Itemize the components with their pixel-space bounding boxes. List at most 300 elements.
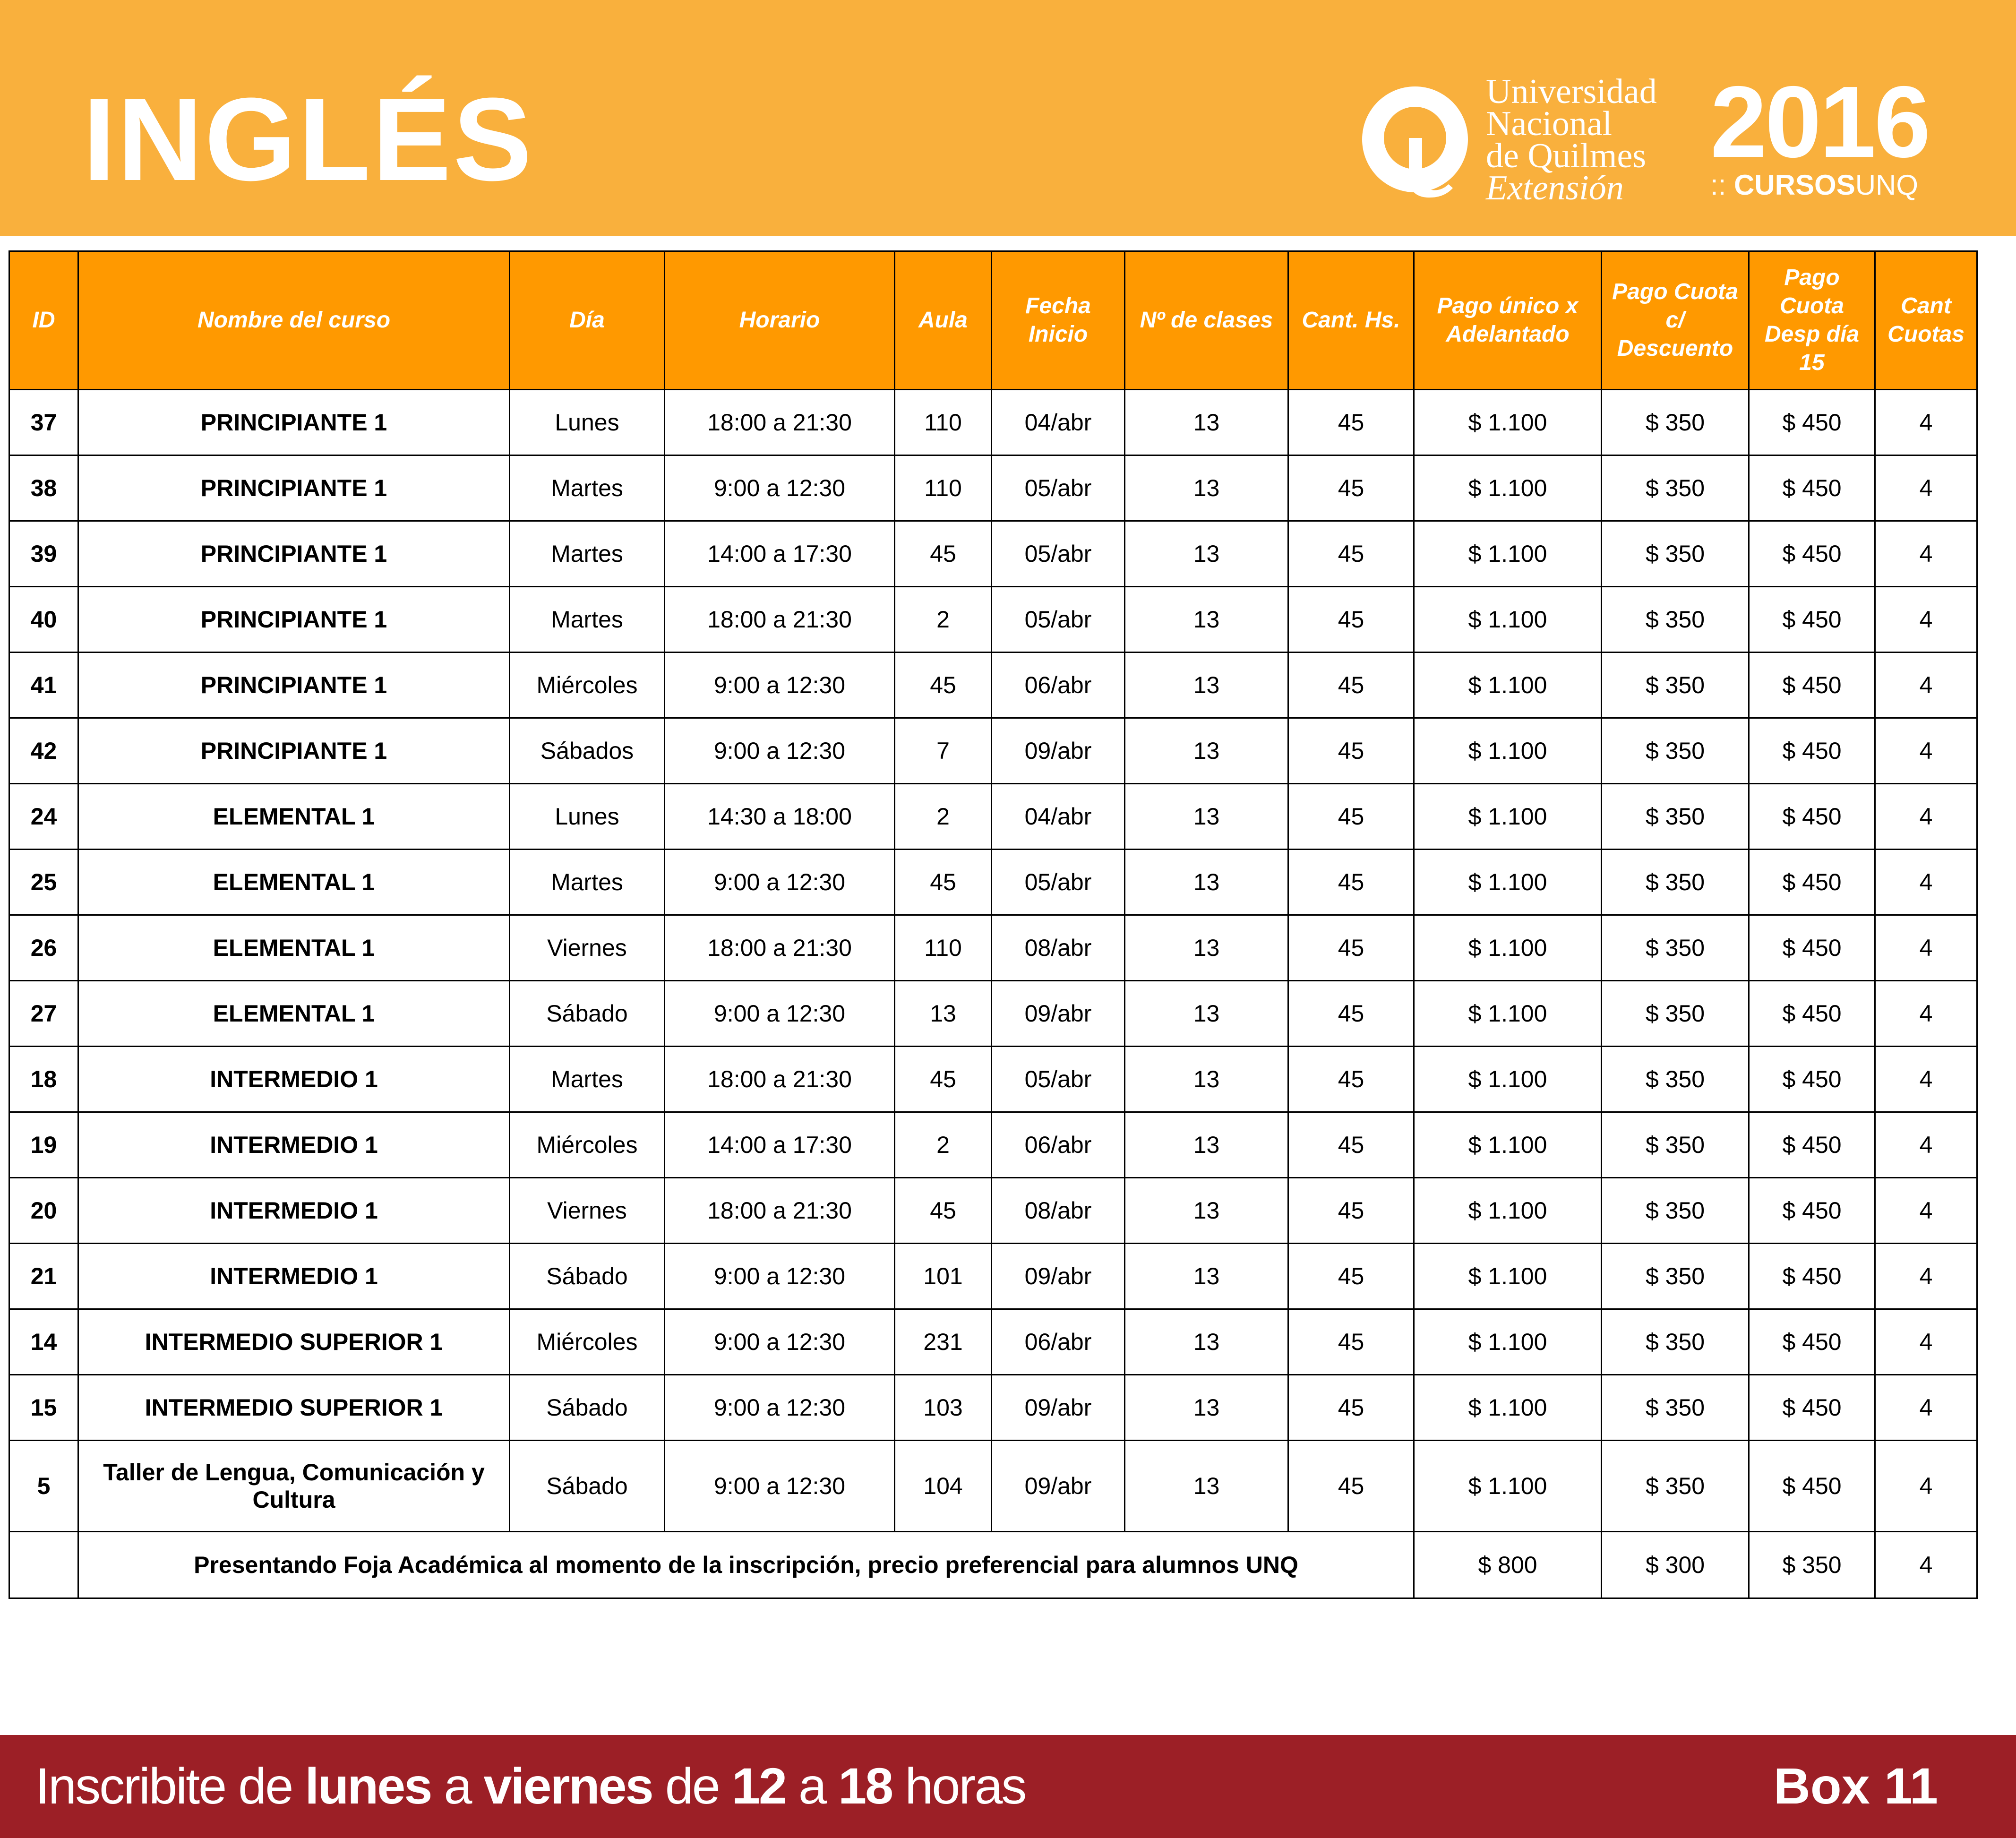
cell-course-name [78, 653, 510, 718]
cell-discount-quota: $ 350 [1602, 915, 1749, 981]
logo-line-2: Nacional [1486, 104, 1613, 143]
column-header-line: Cuota [1780, 293, 1844, 318]
cell-late-quota: $ 450 [1749, 784, 1875, 850]
cell-single-payment: $ 1.100 [1414, 1047, 1602, 1112]
preferential-price-note: Presentando Foja Académica al momento de la inscripción, precio preferencial para alumnos UNQ [78, 1532, 1414, 1598]
cell-late-quota: $ 450 [1749, 1112, 1875, 1178]
cell-start-date: 05/abr [992, 1047, 1125, 1112]
column-header [1602, 251, 1749, 390]
cell-room: 45 [895, 1178, 992, 1244]
cell-id: 37 [9, 390, 78, 455]
cell-start-date: 09/abr [992, 1244, 1125, 1309]
cell-course-name [78, 587, 510, 653]
year-label: 2016 [1710, 65, 1929, 179]
table-row [9, 653, 1977, 718]
cell-hours: 45 [1288, 521, 1414, 587]
cell-late-quota: $ 450 [1749, 1309, 1875, 1375]
cell-day: Lunes [510, 390, 665, 455]
cell-room: 2 [895, 587, 992, 653]
cell-single-payment: $ 1.100 [1414, 915, 1602, 981]
cell-late-quota: $ 450 [1749, 587, 1875, 653]
course-name-line: INTERMEDIO SUPERIOR 1 [145, 1329, 443, 1355]
cell-time: 14:00 a 17:30 [665, 521, 895, 587]
column-header [1125, 251, 1288, 390]
cell-hours: 45 [1288, 784, 1414, 850]
cell-hours: 45 [1288, 1047, 1414, 1112]
cell-time: 18:00 a 21:30 [665, 915, 895, 981]
cell-room: 7 [895, 718, 992, 784]
cell-room: 45 [895, 1047, 992, 1112]
cell-quota-count: 4 [1875, 1244, 1977, 1309]
cell-id: 20 [9, 1178, 78, 1244]
footer-text-part: a [786, 1757, 839, 1814]
course-name-line: PRINCIPIANTE 1 [200, 606, 387, 633]
cell-room: 231 [895, 1309, 992, 1375]
cell-room: 2 [895, 784, 992, 850]
table-row [9, 981, 1977, 1047]
cell-day: Miércoles [510, 653, 665, 718]
cell-day: Sábado [510, 981, 665, 1047]
column-header [1414, 251, 1602, 390]
cell-start-date: 09/abr [992, 718, 1125, 784]
cursos-prefix: :: [1710, 169, 1726, 201]
table-row [9, 1047, 1977, 1112]
cell-course-name [78, 784, 510, 850]
table-row [9, 784, 1977, 850]
cell-discount-quota: $ 350 [1602, 1309, 1749, 1375]
column-header-line: 15 [1799, 350, 1825, 375]
cell-start-date: 05/abr [992, 850, 1125, 915]
cell-day: Martes [510, 850, 665, 915]
course-name-line: PRINCIPIANTE 1 [200, 541, 387, 567]
cell-discount-quota: $ 350 [1602, 1244, 1749, 1309]
cell-discount-quota: $ 350 [1602, 1441, 1749, 1532]
table-row [9, 390, 1977, 455]
cell-single-payment: $ 1.100 [1414, 1309, 1602, 1375]
column-header [510, 251, 665, 390]
cell-room: 110 [895, 455, 992, 521]
cell-discount-quota: $ 350 [1602, 1375, 1749, 1441]
cell-room: 45 [895, 521, 992, 587]
column-header-line: Aula [918, 308, 968, 333]
cell-hours: 45 [1288, 1244, 1414, 1309]
cursos-unq-label [1710, 171, 1918, 199]
cell-day: Sábado [510, 1375, 665, 1441]
courses-table [9, 250, 1978, 1599]
cell-single-payment: $ 1.100 [1414, 1178, 1602, 1244]
column-header-line: ID [32, 308, 55, 333]
cell-quota-count: 4 [1875, 390, 1977, 455]
cell-time: 9:00 a 12:30 [665, 1309, 895, 1375]
cell-id: 19 [9, 1112, 78, 1178]
cell-single-payment: $ 1.100 [1414, 1112, 1602, 1178]
cell-start-date: 05/abr [992, 455, 1125, 521]
cell-classes: 13 [1125, 784, 1288, 850]
column-header-line: Cant. Hs. [1302, 308, 1400, 333]
cell-single-payment: $ 1.100 [1414, 587, 1602, 653]
cell-discount-quota: $ 350 [1602, 1047, 1749, 1112]
cell-late-quota: $ 450 [1749, 521, 1875, 587]
cell-course-name [78, 1441, 510, 1532]
footer-text-part: viernes [483, 1757, 652, 1814]
cell-single-payment: $ 1.100 [1414, 1375, 1602, 1441]
cell-quota-count: 4 [1875, 915, 1977, 981]
table-row [9, 1112, 1977, 1178]
cell-course-name [78, 455, 510, 521]
cell-course-name [78, 981, 510, 1047]
cell-id: 42 [9, 718, 78, 784]
cell-quota-count: 4 [1875, 1441, 1977, 1532]
cell-course-name [78, 521, 510, 587]
cell-course-name [78, 1309, 510, 1375]
column-header-line: Adelantado [1446, 322, 1570, 347]
cell-discount-quota: $ 350 [1602, 455, 1749, 521]
cell-discount-quota: $ 350 [1602, 390, 1749, 455]
cell-start-date: 04/abr [992, 390, 1125, 455]
cell-room: 13 [895, 981, 992, 1047]
cell-quota-count: 4 [1875, 1112, 1977, 1178]
cell-room: 101 [895, 1244, 992, 1309]
cell-single-payment: $ 1.100 [1414, 1244, 1602, 1309]
cell-start-date: 09/abr [992, 1441, 1125, 1532]
cell-start-date: 08/abr [992, 1178, 1125, 1244]
course-name-line: INTERMEDIO 1 [210, 1263, 378, 1289]
cell-time: 14:00 a 17:30 [665, 1112, 895, 1178]
cell-time: 18:00 a 21:30 [665, 1178, 895, 1244]
column-header-line: Nº de clases [1140, 308, 1273, 333]
logo-line-3: de Quilmes [1486, 137, 1647, 175]
column-header-line: Inicio [1028, 322, 1088, 347]
cell-id: 41 [9, 653, 78, 718]
cell-time: 9:00 a 12:30 [665, 1441, 895, 1532]
cell-course-name [78, 1375, 510, 1441]
cell-start-date: 04/abr [992, 784, 1125, 850]
column-header-line: Horario [739, 308, 820, 333]
cell-late-quota: $ 450 [1749, 1178, 1875, 1244]
cell-single-payment: $ 1.100 [1414, 850, 1602, 915]
column-header-line: Pago [1784, 265, 1840, 290]
cell-classes: 13 [1125, 390, 1288, 455]
cell-room: 104 [895, 1441, 992, 1532]
cell-quota-count: 4 [1875, 1178, 1977, 1244]
cell-course-name [78, 1112, 510, 1178]
cell-time: 9:00 a 12:30 [665, 718, 895, 784]
cell-hours: 45 [1288, 587, 1414, 653]
course-name-line: ELEMENTAL 1 [213, 1000, 375, 1027]
column-header-line: Cant [1901, 293, 1951, 318]
cell-late-quota: $ 450 [1749, 981, 1875, 1047]
cell-quota-count: 4 [1875, 981, 1977, 1047]
table-row [9, 587, 1977, 653]
page-title: INGLÉS [83, 73, 534, 205]
cell-classes: 13 [1125, 1178, 1288, 1244]
cell-course-name [78, 718, 510, 784]
course-name-line: ELEMENTAL 1 [213, 935, 375, 961]
column-header-line: Desp día [1764, 322, 1860, 347]
cell-course-name [78, 1178, 510, 1244]
cell-late-quota: $ 450 [1749, 455, 1875, 521]
cell-single-payment: $ 1.100 [1414, 981, 1602, 1047]
cell-discount-quota: $ 350 [1602, 587, 1749, 653]
preferential-price-row [9, 1532, 1977, 1598]
cell-single-payment: $ 1.100 [1414, 784, 1602, 850]
cell-time: 18:00 a 21:30 [665, 390, 895, 455]
box-label: Box 11 [1773, 1757, 1938, 1814]
cell-time: 18:00 a 21:30 [665, 587, 895, 653]
column-header-line: Nombre del curso [197, 308, 391, 333]
table-row [9, 521, 1977, 587]
footer-banner [0, 1735, 2016, 1838]
course-name-line: PRINCIPIANTE 1 [200, 409, 387, 436]
column-header [1288, 251, 1414, 390]
cell-day: Martes [510, 587, 665, 653]
column-header [78, 251, 510, 390]
cell-hours: 45 [1288, 653, 1414, 718]
cell-room: 110 [895, 915, 992, 981]
column-header [9, 251, 78, 390]
cell-id: 5 [9, 1441, 78, 1532]
footer-text-part: lunes [305, 1757, 431, 1814]
cell-single-payment: $ 1.100 [1414, 455, 1602, 521]
table-row [9, 1441, 1977, 1532]
cell-start-date: 06/abr [992, 653, 1125, 718]
cell-discount-quota: $ 350 [1602, 1112, 1749, 1178]
cell-single-payment: $ 1.100 [1414, 521, 1602, 587]
cell-classes: 13 [1125, 521, 1288, 587]
cell-time: 9:00 a 12:30 [665, 981, 895, 1047]
cell-hours: 45 [1288, 718, 1414, 784]
year-badge [1710, 65, 1929, 203]
cell-hours: 45 [1288, 1178, 1414, 1244]
cell-hours: 45 [1288, 981, 1414, 1047]
cell-id: 15 [9, 1375, 78, 1441]
table-row [9, 1178, 1977, 1244]
column-header-line: c/ [1665, 308, 1685, 333]
column-header [665, 251, 895, 390]
cell-classes: 13 [1125, 455, 1288, 521]
course-name-line: PRINCIPIANTE 1 [200, 475, 387, 501]
course-name-line: Cultura [252, 1486, 335, 1513]
cell-late-quota: $ 450 [1749, 653, 1875, 718]
cell-id: 26 [9, 915, 78, 981]
cell-room: 103 [895, 1375, 992, 1441]
table-row [9, 1375, 1977, 1441]
cursos-bold: CURSOS [1734, 169, 1855, 201]
cell-single-payment: $ 1.100 [1414, 718, 1602, 784]
cell-single-payment: $ 1.100 [1414, 653, 1602, 718]
note-late-cell: $ 350 [1749, 1532, 1875, 1598]
footer-text-part: de [652, 1757, 732, 1814]
cell-quota-count: 4 [1875, 784, 1977, 850]
cell-day: Sábado [510, 1441, 665, 1532]
cell-room: 2 [895, 1112, 992, 1178]
cell-late-quota: $ 450 [1749, 915, 1875, 981]
cell-time: 18:00 a 21:30 [665, 1047, 895, 1112]
cell-quota-count: 4 [1875, 718, 1977, 784]
column-header-line: Día [569, 308, 605, 333]
cell-discount-quota: $ 350 [1602, 850, 1749, 915]
cell-id: 38 [9, 455, 78, 521]
cell-discount-quota: $ 350 [1602, 1178, 1749, 1244]
cell-classes: 13 [1125, 1047, 1288, 1112]
column-header [1875, 251, 1977, 390]
course-name-line: INTERMEDIO 1 [210, 1066, 378, 1092]
cell-classes: 13 [1125, 915, 1288, 981]
cell-hours: 45 [1288, 390, 1414, 455]
cell-time: 9:00 a 12:30 [665, 850, 895, 915]
logo-line-1: Universidad [1486, 72, 1657, 111]
cell-start-date: 06/abr [992, 1309, 1125, 1375]
cell-late-quota: $ 450 [1749, 390, 1875, 455]
cell-start-date: 08/abr [992, 915, 1125, 981]
cell-discount-quota: $ 350 [1602, 784, 1749, 850]
cell-discount-quota: $ 350 [1602, 653, 1749, 718]
course-name-line: ELEMENTAL 1 [213, 869, 375, 895]
cell-classes: 13 [1125, 1112, 1288, 1178]
course-name-line: INTERMEDIO 1 [210, 1132, 378, 1158]
cell-classes: 13 [1125, 653, 1288, 718]
cell-hours: 45 [1288, 1309, 1414, 1375]
cell-day: Martes [510, 521, 665, 587]
cell-time: 9:00 a 12:30 [665, 1375, 895, 1441]
cell-classes: 13 [1125, 718, 1288, 784]
cell-late-quota: $ 450 [1749, 1244, 1875, 1309]
cursos-light: UNQ [1855, 169, 1919, 201]
logo-wordmark [1486, 72, 1657, 207]
cell-room: 110 [895, 390, 992, 455]
cell-course-name [78, 850, 510, 915]
cell-quota-count: 4 [1875, 1047, 1977, 1112]
cell-id: 14 [9, 1309, 78, 1375]
cell-room: 45 [895, 653, 992, 718]
cell-late-quota: $ 450 [1749, 1047, 1875, 1112]
logo-line-4: Extensión [1486, 169, 1624, 207]
cell-course-name [78, 915, 510, 981]
cell-id: 21 [9, 1244, 78, 1309]
note-discount-cell: $ 300 [1602, 1532, 1749, 1598]
header-banner [0, 0, 2016, 236]
cell-classes: 13 [1125, 1441, 1288, 1532]
note-empty-cell [9, 1532, 78, 1598]
cell-quota-count: 4 [1875, 587, 1977, 653]
cell-course-name [78, 1244, 510, 1309]
cell-day: Viernes [510, 915, 665, 981]
cell-day: Lunes [510, 784, 665, 850]
cell-quota-count: 4 [1875, 850, 1977, 915]
cell-start-date: 05/abr [992, 521, 1125, 587]
table-row [9, 850, 1977, 915]
footer-text-part: 12 [731, 1757, 786, 1814]
course-name-line: Taller de Lengua, Comunicación y [103, 1459, 485, 1486]
footer-text-part: Inscribite de [35, 1757, 305, 1814]
cell-hours: 45 [1288, 1441, 1414, 1532]
cell-single-payment: $ 1.100 [1414, 1441, 1602, 1532]
cell-time: 14:30 a 18:00 [665, 784, 895, 850]
course-name-line: ELEMENTAL 1 [213, 803, 375, 830]
column-header-line: Descuento [1617, 336, 1733, 361]
note-quotas-cell: 4 [1875, 1532, 1977, 1598]
cell-day: Sábado [510, 1244, 665, 1309]
course-name-line: PRINCIPIANTE 1 [200, 672, 387, 698]
cell-course-name [78, 390, 510, 455]
cell-id: 40 [9, 587, 78, 653]
cell-start-date: 06/abr [992, 1112, 1125, 1178]
cell-quota-count: 4 [1875, 1309, 1977, 1375]
cell-classes: 13 [1125, 981, 1288, 1047]
cell-room: 45 [895, 850, 992, 915]
footer-text-part: horas [892, 1757, 1026, 1814]
cell-single-payment: $ 1.100 [1414, 390, 1602, 455]
cell-start-date: 05/abr [992, 587, 1125, 653]
cell-start-date: 09/abr [992, 981, 1125, 1047]
cell-id: 18 [9, 1047, 78, 1112]
cell-classes: 13 [1125, 587, 1288, 653]
cell-quota-count: 4 [1875, 521, 1977, 587]
course-name-line: INTERMEDIO SUPERIOR 1 [145, 1394, 443, 1421]
cell-discount-quota: $ 350 [1602, 981, 1749, 1047]
cell-classes: 13 [1125, 1244, 1288, 1309]
course-name-line: PRINCIPIANTE 1 [200, 738, 387, 764]
cell-day: Martes [510, 455, 665, 521]
cell-quota-count: 4 [1875, 455, 1977, 521]
cell-late-quota: $ 450 [1749, 850, 1875, 915]
cell-id: 27 [9, 981, 78, 1047]
column-header [1749, 251, 1875, 390]
cell-day: Miércoles [510, 1309, 665, 1375]
column-header-line: Pago único x [1437, 293, 1578, 318]
cell-classes: 13 [1125, 1375, 1288, 1441]
footer-text-part: 18 [838, 1757, 892, 1814]
cell-discount-quota: $ 350 [1602, 521, 1749, 587]
unq-logo-icon [1356, 80, 1474, 203]
cell-hours: 45 [1288, 1375, 1414, 1441]
cell-time: 9:00 a 12:30 [665, 653, 895, 718]
table-row [9, 1244, 1977, 1309]
cell-late-quota: $ 450 [1749, 718, 1875, 784]
cell-classes: 13 [1125, 1309, 1288, 1375]
table-row [9, 915, 1977, 981]
course-name-line: INTERMEDIO 1 [210, 1197, 378, 1224]
table-row [9, 1309, 1977, 1375]
registration-hours-text [35, 1758, 1025, 1814]
column-header-line: Pago Cuota [1612, 279, 1738, 304]
table-row [9, 718, 1977, 784]
column-header-line: Cuotas [1887, 322, 1965, 347]
cell-day: Viernes [510, 1178, 665, 1244]
cell-time: 9:00 a 12:30 [665, 1244, 895, 1309]
cell-id: 24 [9, 784, 78, 850]
cell-hours: 45 [1288, 455, 1414, 521]
cell-day: Miércoles [510, 1112, 665, 1178]
cell-day: Sábados [510, 718, 665, 784]
cell-day: Martes [510, 1047, 665, 1112]
footer-text-part: a [431, 1757, 484, 1814]
cell-id: 39 [9, 521, 78, 587]
cell-discount-quota: $ 350 [1602, 718, 1749, 784]
cell-quota-count: 4 [1875, 653, 1977, 718]
cell-late-quota: $ 450 [1749, 1375, 1875, 1441]
column-header-line: Fecha [1025, 293, 1091, 318]
cell-quota-count: 4 [1875, 1375, 1977, 1441]
cell-hours: 45 [1288, 1112, 1414, 1178]
cell-hours: 45 [1288, 850, 1414, 915]
cell-hours: 45 [1288, 915, 1414, 981]
table-row [9, 455, 1977, 521]
cell-late-quota: $ 450 [1749, 1441, 1875, 1532]
note-single-cell: $ 800 [1414, 1532, 1602, 1598]
column-header [992, 251, 1125, 390]
table-header-row [9, 251, 1977, 390]
